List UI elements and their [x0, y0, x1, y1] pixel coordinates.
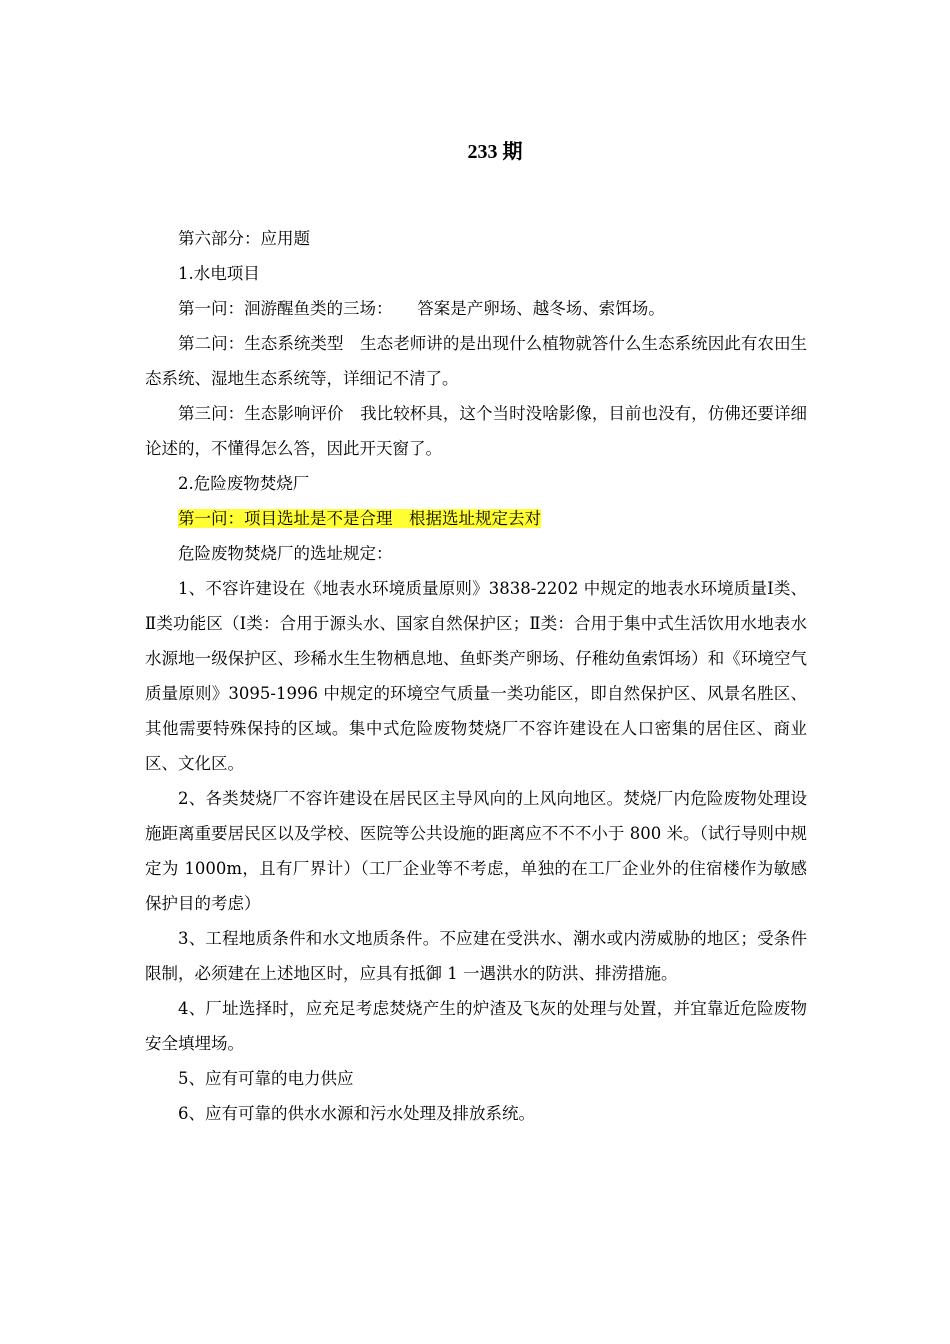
paragraph: 6、应有可靠的供水水源和污水处理及排放系统。	[178, 1104, 535, 1123]
paragraph: 第二问：生态系统类型 生态老师讲的是出现什么植物就答什么生态系统因此有农田生态系统、湿地生态系统等，详细记不清了。	[145, 334, 807, 388]
paragraph: 危险废物焚烧厂的选址规定：	[178, 544, 393, 563]
paragraph-section-heading: 第六部分：应用题	[178, 229, 310, 248]
paragraph: 2、各类焚烧厂不容许建设在居民区主导风向的上风向地区。焚烧厂内危险废物处理设施距离重要居民区以及学校、医院等公共设施的距离应不不不小于 800 米。（试行导则中规定为 1000m，且有厂界计）（工厂企业等不考虑，单独的在工厂企业外的住宿楼作为敏感保护目的考虑）	[145, 789, 807, 913]
paragraph: 4、厂址选择时，应充足考虑焚烧产生的炉渣及飞灰的处理与处置，并宜靠近危险废物安全填埋场。	[145, 999, 807, 1053]
paragraph: 5、应有可靠的电力供应	[178, 1069, 354, 1088]
paragraph-item-heading: 2.危险废物焚烧厂	[178, 474, 310, 493]
document-body	[145, 221, 807, 1131]
highlighted-text: 第一问：项目选址是不是合理 根据选址规定去对	[178, 509, 541, 528]
paragraph: 第三问：生态影响评价 我比较杯具，这个当时没啥影像，目前也没有，仿佛还要详细论述的，不懂得怎么答，因此开天窗了。	[145, 404, 807, 458]
paragraph: 3、工程地质条件和水文地质条件。不应建在受洪水、潮水或内涝威胁的地区；受条件限制，必须建在上述地区时，应具有抵御 1 一遇洪水的防洪、排涝措施。	[145, 929, 807, 983]
paragraph: 第一问：洄游醒鱼类的三场： 答案是产卵场、越冬场、索饵场。	[178, 299, 665, 318]
paragraph: 1、不容许建设在《地表水环境质量原则》3838-2202 中规定的地表水环境质量Ⅰ类、Ⅱ类功能区（Ⅰ类：合用于源头水、国家自然保护区；Ⅱ类：合用于集中式生活饮用水地表水水源地一级保护区、珍稀水生生物栖息地、鱼虾类产卵场、仔稚幼鱼索饵场）和《环境空气质量原则》3095-1996 中规定的环境空气质量一类功能区，即自然保护区、风景名胜区、其他需要特殊保持的区域。集中式危险废物焚烧厂不容许建设在人口密集的居住区、商业区、文化区。	[145, 579, 807, 773]
paragraph-highlighted	[145, 501, 807, 536]
paragraph-item-heading: 1.水电项目	[178, 264, 260, 283]
document-title: 233 期	[467, 141, 523, 163]
